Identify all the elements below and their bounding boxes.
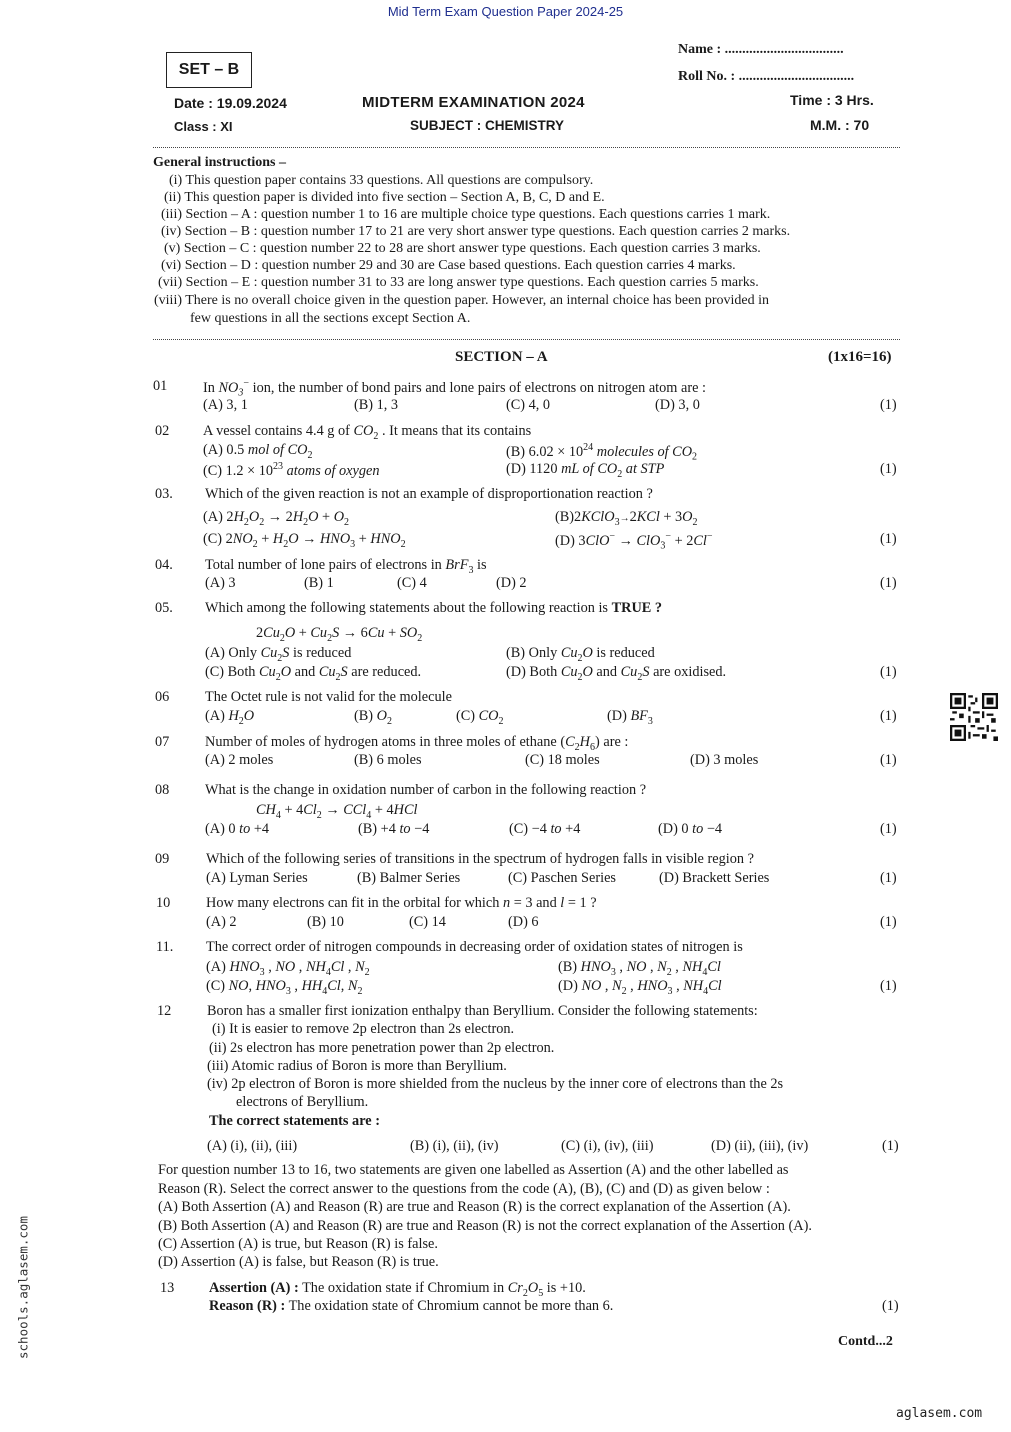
option-d: (D) 3ClO− → ClO$_3$− + 2Cl−: [555, 531, 713, 552]
side-watermark: schools.aglasem.com: [15, 1216, 31, 1359]
option-b: (B)2KClO$_3$→2KCl + $3O_2$: [555, 509, 698, 528]
question-number: 06: [155, 689, 170, 705]
ar-instruction: (A) Both Assertion (A) and Reason (R) are true and Reason (R) is the correct explanation of the Assertion (A).: [158, 1199, 791, 1215]
reaction-equation: $CH_4 + 4Cl_2 \to CCl_4 + 4HCl$: [256, 802, 418, 821]
statement: (ii) 2s electron has more penetration power than 2p electron.: [209, 1040, 555, 1056]
instruction-item: (iv) Section – B : question number 17 to 21 are very short answer type questions. Each question carries 2 marks.: [161, 224, 791, 239]
option-c: (C) 18 moles: [525, 752, 600, 768]
question-text: A vessel contains 4.4 g of $CO_2$ . It means that its contains: [203, 423, 532, 442]
question-number: 09: [155, 851, 170, 867]
option-c: (C) 4: [397, 575, 427, 591]
option-c: (C) (i), (iv), (iii): [561, 1138, 654, 1154]
option-a: (A) 0.5 mol of $CO_2$: [203, 442, 313, 461]
question-number: 02: [155, 423, 170, 439]
option-c: (C) Both $Cu_2O$ and $Cu_2S$ are reduced.: [205, 664, 422, 683]
instruction-item: (i) This question paper contains 33 questions. All questions are compulsory.: [169, 173, 594, 188]
option-a: (A) Lyman Series: [206, 870, 308, 886]
question-text: The Octet rule is not valid for the molecule: [205, 689, 452, 705]
option-a: (A) $H_2O$: [205, 708, 255, 727]
exam-time: Time : 3 Hrs.: [790, 92, 874, 108]
statement: electrons of Beryllium.: [236, 1094, 369, 1110]
option-a: (A) 3, 1: [203, 397, 248, 413]
question-mark: (1): [880, 664, 897, 680]
continued-note: Contd...2: [838, 1334, 893, 1349]
option-c: (C) $1.2 \times 10^{23}$ atoms of oxygen: [203, 461, 380, 479]
ar-instruction: Reason (R). Select the correct answer to the questions from the code (A), (B), (C) and (D) as given below :: [158, 1181, 770, 1197]
max-marks: M.M. : 70: [810, 117, 870, 133]
instruction-item: few questions in all the sections except Section A.: [190, 311, 471, 326]
divider: [153, 147, 900, 148]
ar-instruction: (C) Assertion (A) is true, but Reason (R) is false.: [158, 1236, 438, 1252]
instruction-item: (iii) Section – A : question number 1 to 16 are multiple choice type questions. Each questions carries 1 mark.: [161, 207, 771, 222]
option-a: (A) 0 to +4: [205, 821, 270, 837]
option-d: (D) $BF_3$: [607, 708, 653, 727]
option-a: (A) $2H_2O_2 \to 2H_2O + O_2$: [203, 509, 350, 528]
question-text: Boron has a smaller first ionization enthalpy than Beryllium. Consider the following statements:: [207, 1003, 758, 1019]
question-mark: (1): [880, 397, 897, 413]
instruction-item: (vi) Section – D : question number 29 and 30 are Case based questions. Each question carries 4 marks.: [161, 258, 736, 273]
question-number: 10: [156, 895, 171, 911]
question-mark: (1): [882, 1138, 899, 1154]
statement: (iii) Atomic radius of Boron is more than Beryllium.: [207, 1058, 507, 1074]
ar-instruction: For question number 13 to 16, two statements are given one labelled as Assertion (A) and the other labelled as: [158, 1162, 789, 1178]
option-d: (D) NO , $N_2$ , $HNO_3$ , $NH_4Cl$: [558, 978, 722, 997]
question-mark: (1): [880, 914, 897, 930]
option-a: (A) $HNO_3$ , NO , $NH_4Cl$ , $N_2$: [206, 959, 370, 978]
option-c: (C) 4, 0: [506, 397, 551, 413]
option-c: (C) 14: [409, 914, 446, 930]
question-mark: (1): [880, 821, 897, 837]
question-text: What is the change in oxidation number of carbon in the following reaction ?: [205, 782, 647, 798]
option-d: (D) Brackett Series: [659, 870, 770, 886]
option-d: (D) Both $Cu_2O$ and $Cu_2S$ are oxidised.: [506, 664, 727, 683]
instruction-item: (v) Section – C : question number 22 to 28 are short answer type questions. Each question carries 3 marks.: [164, 241, 761, 256]
option-d: (D) 3, 0: [655, 397, 700, 413]
question-mark: (1): [882, 1298, 899, 1314]
option-c: (C) NO, $HNO_3$ , $HH_4Cl$, $N_2$: [206, 978, 363, 997]
question-number: 08: [155, 782, 170, 798]
section-title: SECTION – A: [455, 349, 548, 365]
ar-instruction: (D) Assertion (A) is false, but Reason (R) is true.: [158, 1254, 439, 1270]
option-b: (B) 1, 3: [354, 397, 399, 413]
page-banner: Mid Term Exam Question Paper 2024-25: [387, 4, 624, 19]
option-a: (A) (i), (ii), (iii): [207, 1138, 298, 1154]
option-d: (D) 6: [508, 914, 539, 930]
question-number: 07: [155, 734, 170, 750]
divider: [153, 339, 900, 340]
qr-code-icon: [950, 693, 998, 741]
option-d: (D) (ii), (iii), (iv): [711, 1138, 809, 1154]
question-text: How many electrons can fit in the orbital for which n = 3 and l = 1 ?: [206, 895, 597, 911]
statement: (iv) 2p electron of Boron is more shielded from the nucleus by the inner core of electrons than the 2s: [207, 1076, 784, 1092]
question-text: Which of the given reaction is not an example of disproportionation reaction ?: [205, 486, 653, 502]
question-mark: (1): [880, 978, 897, 994]
option-b: (B) 10: [307, 914, 344, 930]
option-b: (B) 1: [304, 575, 334, 591]
subject-label: SUBJECT : CHEMISTRY: [410, 118, 565, 133]
question-number: 05.: [155, 600, 173, 616]
prompt: The correct statements are :: [209, 1113, 380, 1129]
question-text: Number of moles of hydrogen atoms in three moles of ethane $(C_2H_6)$ are :: [205, 734, 629, 753]
question-mark: (1): [880, 575, 897, 591]
option-b: (B) (i), (ii), (iv): [410, 1138, 499, 1154]
reason: Reason (R) : The oxidation state of Chromium cannot be more than 6.: [209, 1298, 614, 1314]
question-text: In $NO_3^-$ ion, the number of bond pairs and lone pairs of electrons on nitrogen atom are :: [203, 378, 706, 399]
instruction-item: (vii) Section – E : question number 31 to 33 are long answer type questions. Each question carries 5 marks.: [158, 275, 759, 290]
question-mark: (1): [880, 531, 897, 547]
set-label: SET – B: [166, 52, 252, 88]
option-b: (B) $HNO_3$ , NO , $N_2$ , $NH_4Cl$: [558, 959, 721, 978]
instruction-item: (ii) This question paper is divided into five section – Section A, B, C, D and E.: [164, 190, 605, 205]
question-mark: (1): [880, 870, 897, 886]
question-number: 11.: [156, 939, 174, 955]
option-d: (D) 1120 mL of $CO_2$ at STP: [506, 461, 665, 480]
option-d: (D) 0 to −4: [658, 821, 723, 837]
exam-date: Date : 19.09.2024: [174, 95, 287, 111]
class-label: Class : XI: [174, 119, 233, 134]
question-text: The correct order of nitrogen compounds in decreasing order of oxidation states of nitrogen is: [206, 939, 743, 955]
option-c: (C) $2NO_2 + H_2O \to HNO_3 + HNO_2$: [203, 531, 406, 550]
question-number: 12: [157, 1003, 172, 1019]
question-text: Total number of lone pairs of electrons in BrF$_3$ is: [205, 557, 487, 576]
option-b: (B) Balmer Series: [357, 870, 461, 886]
option-b: (B) 6 moles: [354, 752, 422, 768]
question-mark: (1): [880, 752, 897, 768]
question-text: Which of the following series of transitions in the spectrum of hydrogen falls in visible region ?: [206, 851, 754, 867]
instruction-item: (viii) There is no overall choice given in the question paper. However, an internal choice has been provided in: [154, 293, 769, 308]
question-number: 03.: [155, 486, 173, 502]
statement: (i) It is easier to remove 2p electron than 2s electron.: [212, 1021, 515, 1037]
roll-field-label: Roll No. : .................................: [678, 69, 855, 84]
option-c: (C) −4 to +4: [509, 821, 581, 837]
section-marks: (1x16=16): [828, 349, 892, 365]
question-number: 01: [153, 378, 168, 394]
reaction-equation: $2Cu_2O + Cu_2S \to 6Cu + SO_2$: [256, 625, 423, 644]
exam-title: MIDTERM EXAMINATION 2024: [362, 94, 585, 111]
name-field-label: Name : ..................................: [678, 42, 844, 57]
option-d: (D) 2: [496, 575, 527, 591]
option-b: (B) +4 to −4: [358, 821, 430, 837]
site-footer: aglasem.com: [896, 1406, 983, 1421]
option-c: (C) Paschen Series: [508, 870, 616, 886]
question-mark: (1): [880, 708, 897, 724]
ar-instruction: (B) Both Assertion (A) and Reason (R) are true and Reason (R) is not the correct explanation of the Assertion (A).: [158, 1218, 812, 1234]
option-d: (D) 3 moles: [690, 752, 759, 768]
option-b: (B) $6.02 \times 10^{24}$ molecules of $CO_2$: [506, 442, 698, 463]
question-mark: (1): [880, 461, 897, 477]
question-number: 13: [160, 1280, 175, 1296]
option-b: (B) $O_2$: [354, 708, 392, 727]
instructions-heading: General instructions –: [153, 155, 286, 170]
option-a: (A) 2 moles: [205, 752, 274, 768]
option-a: (A) 2: [206, 914, 237, 930]
question-number: 04.: [155, 557, 173, 573]
question-text: Which among the following statements about the following reaction is TRUE ?: [205, 600, 663, 616]
option-b: (B) Only $Cu_2O$ is reduced: [506, 645, 655, 664]
option-a: (A) 3: [205, 575, 236, 591]
assertion: Assertion (A) : The oxidation state if Chromium in $Cr_2O_5$ is +10.: [209, 1280, 586, 1299]
option-a: (A) Only $Cu_2S$ is reduced: [205, 645, 352, 664]
option-c: (C) $CO_2$: [456, 708, 504, 727]
